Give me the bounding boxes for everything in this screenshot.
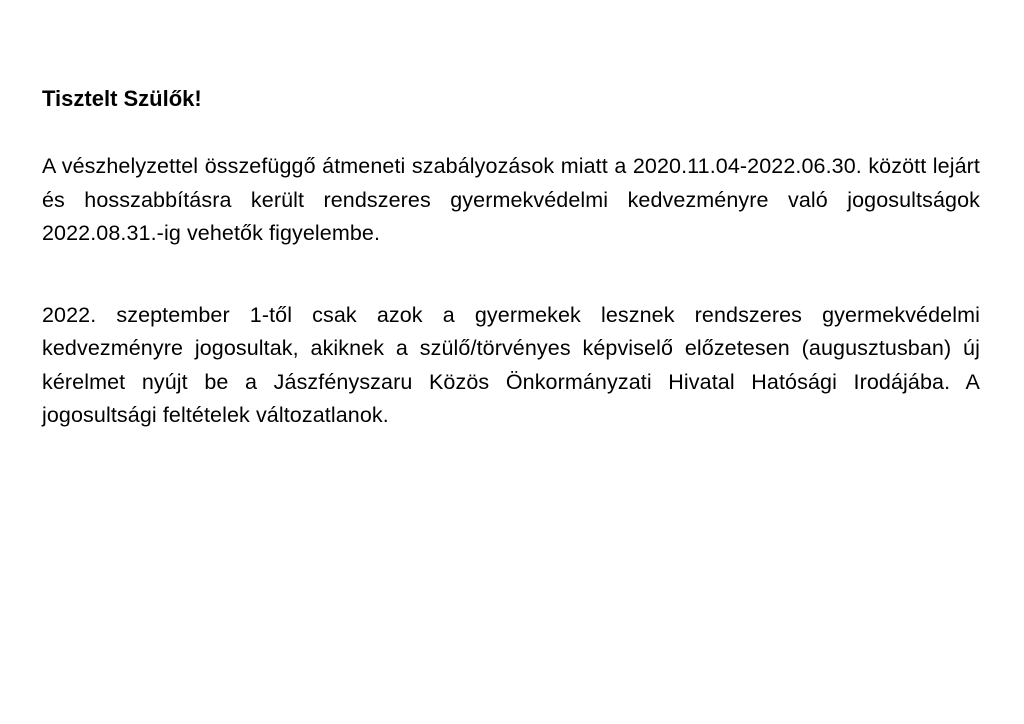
document-page [42,82,980,481]
greeting-heading: Tisztelt Szülők! [42,86,202,111]
paragraph-1: A vészhelyzettel összefüggő átmeneti szabályozások miatt a 2020.11.04-2022.06.30. között lejárt és hosszabbításra került rendszeres gyermekvédelmi kedvezményre való jogosultságok 2022.08.31.-ig vehetők figyelembe. [42,154,980,245]
paragraph-2: 2022. szeptember 1-től csak azok a gyermekek lesznek rendszeres gyermekvédelmi kedvezményre jogosultak, akiknek a szülő/törvényes képviselő előzetesen (augusztusban) új kérelmet nyújt be a Jászfényszaru Közös Önkormányzati Hivatal Hatósági Irodájába. A jogosultsági feltételek változatlanok. [42,302,980,427]
